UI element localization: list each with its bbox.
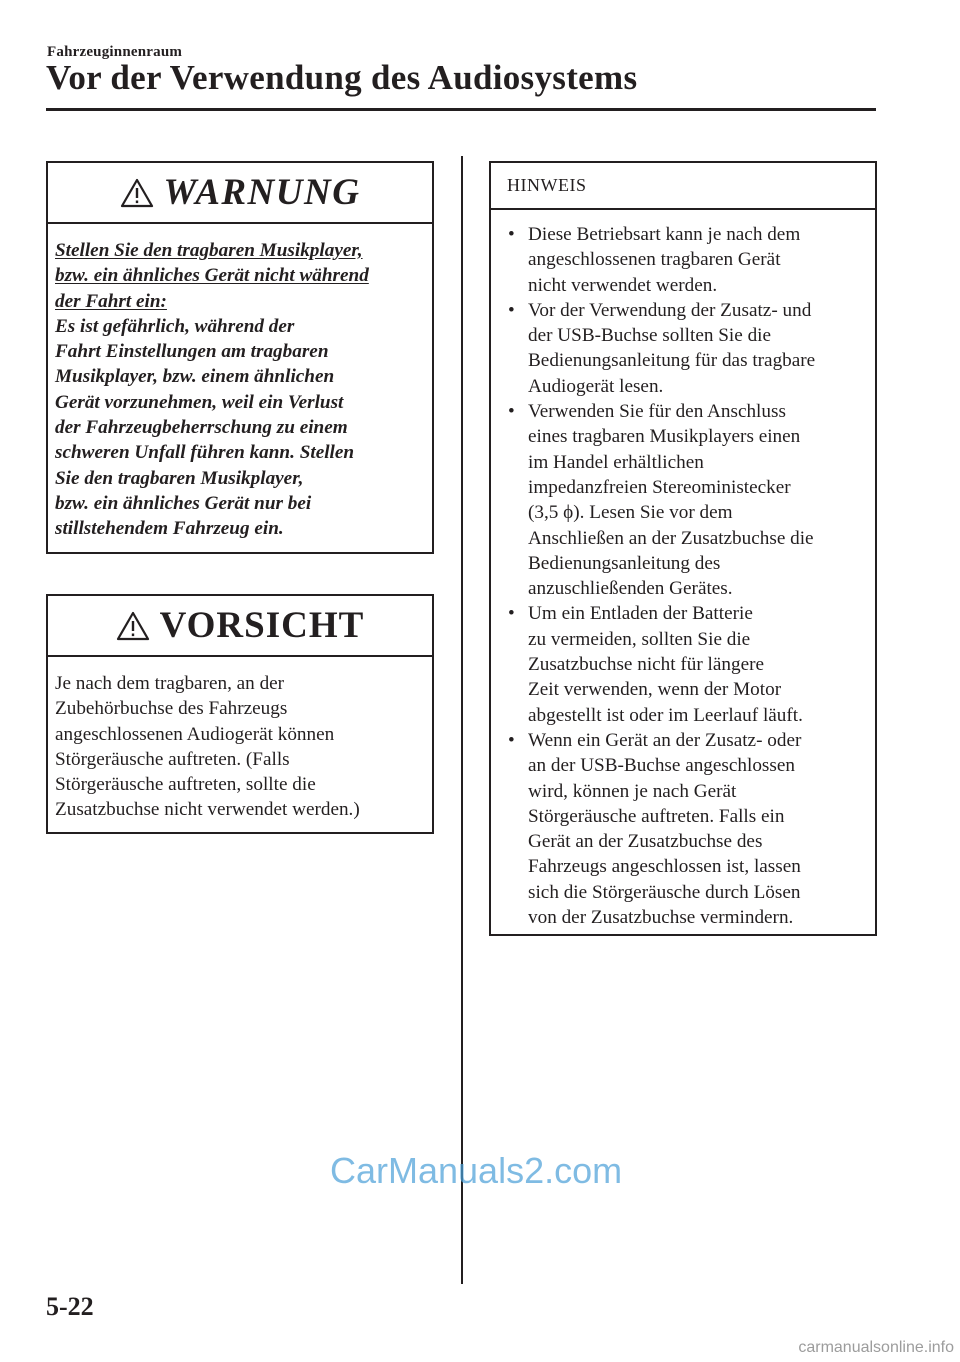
note-line: Anschließen an der Zusatzbuchse die <box>528 527 814 549</box>
warning-line: Fahrt Einstellungen am tragbaren <box>55 341 329 363</box>
note-bullet <box>491 399 875 601</box>
note-line: nicht verwendet werden. <box>528 274 718 296</box>
note-line: der USB-Buchse sollten Sie die <box>528 325 772 347</box>
caution-box <box>46 594 434 834</box>
note-line: Störgeräusche auftreten. Falls ein <box>528 805 785 827</box>
note-line: zu vermeiden, sollten Sie die <box>528 628 751 650</box>
note-line: Diese Betriebsart kann je nach dem <box>528 224 801 245</box>
note-bullet <box>491 298 875 399</box>
note-heading: HINWEIS <box>507 175 587 195</box>
warning-line: stillstehendem Fahrzeug ein. <box>55 518 284 540</box>
bullet-dot: • <box>508 224 515 245</box>
note-list <box>491 210 875 930</box>
warning-line: der Fahrt ein: <box>55 290 167 312</box>
warning-box <box>46 161 434 554</box>
bullet-dot: • <box>508 299 515 321</box>
caution-heading: VORSICHT <box>159 605 365 646</box>
warning-line: Musikplayer, bzw. einem ähnlichen <box>55 366 335 388</box>
note-line: eines tragbaren Musikplayers einen <box>528 426 801 448</box>
note-line: von der Zusatzbuchse vermindern. <box>528 907 794 929</box>
warning-line: bzw. ein ähnliches Gerät nur bei <box>55 492 312 514</box>
warning-triangle-icon <box>116 611 150 641</box>
page-title: Vor der Verwendung des Audiosystems <box>46 58 638 97</box>
note-line: sich die Störgeräusche durch Lösen <box>528 881 801 903</box>
note-line: Fahrzeugs angeschlossen ist, lassen <box>528 856 801 878</box>
note-line: Zeit verwenden, wenn der Motor <box>528 679 782 701</box>
warning-text <box>48 224 432 542</box>
warning-line: Sie den tragbaren Musikplayer, <box>55 467 304 489</box>
caution-line: Störgeräusche auftreten, sollte die <box>55 774 316 796</box>
note-line: abgestellt ist oder im Leerlauf läuft. <box>528 704 803 726</box>
note-line: angeschlossenen tragbaren Gerät <box>528 249 781 271</box>
warning-line: der Fahrzeugbeherrschung zu einem <box>55 417 348 439</box>
note-line: anzuschließenden Gerätes. <box>528 578 733 600</box>
note-header <box>491 163 875 210</box>
bullet-dot: • <box>508 401 515 423</box>
bullet-dot: • <box>508 603 515 625</box>
note-line: impedanzfreien Stereoministecker <box>528 476 791 498</box>
note-line: Zusatzbuchse nicht für längere <box>528 654 765 676</box>
note-line: Audiogerät lesen. <box>528 375 664 397</box>
warning-line: schweren Unfall führen kann. Stellen <box>55 442 355 464</box>
section-label: Fahrzeuginnenraum <box>47 44 183 60</box>
note-line: an der USB-Buchse angeschlossen <box>528 755 795 777</box>
note-line: Wenn ein Gerät an der Zusatz- oder <box>528 729 802 751</box>
note-line: Bedienungsanleitung für das tragbare <box>528 350 816 372</box>
note-box <box>489 161 877 936</box>
caution-line: Zubehörbuchse des Fahrzeugs <box>55 698 288 720</box>
note-bullet <box>491 601 875 727</box>
title-rule <box>46 108 876 111</box>
note-line: Um ein Entladen der Batterie <box>528 603 753 625</box>
note-line: im Handel erhältlichen <box>528 451 704 473</box>
note-line: Verwenden Sie für den Anschluss <box>528 401 786 423</box>
note-bullet <box>491 222 875 298</box>
warning-header <box>48 163 432 224</box>
note-bullet <box>491 728 875 930</box>
caution-header <box>48 596 432 657</box>
warning-heading: WARNUNG <box>163 172 361 213</box>
watermark: CarManuals2.com <box>330 1150 623 1191</box>
caution-line: angeschlossenen Audiogerät können <box>55 723 335 745</box>
caution-line: Störgeräusche auftreten. (Falls <box>55 748 290 770</box>
caution-line: Je nach dem tragbaren, an der <box>55 673 285 694</box>
column-divider <box>461 156 463 1284</box>
note-line: Vor der Verwendung der Zusatz- und <box>528 299 812 321</box>
bullet-dot: • <box>508 729 515 751</box>
warning-line: Gerät vorzunehmen, weil ein Verlust <box>55 391 344 413</box>
footer-site-label: carmanualsonline.info <box>798 1339 954 1356</box>
warning-triangle-icon <box>120 178 154 208</box>
note-line: Bedienungsanleitung des <box>528 552 721 574</box>
note-line: (3,5 ϕ). Lesen Sie vor dem <box>528 502 733 524</box>
warning-line: Stellen Sie den tragbaren Musikplayer, <box>55 240 363 261</box>
caution-text <box>48 657 432 823</box>
note-line: Gerät an der Zusatzbuchse des <box>528 831 763 853</box>
page-number: 5-22 <box>46 1292 94 1321</box>
caution-line: Zusatzbuchse nicht verwendet werden.) <box>55 799 360 821</box>
warning-line: Es ist gefährlich, während der <box>55 315 295 337</box>
note-line: wird, können je nach Gerät <box>528 780 737 802</box>
warning-line: bzw. ein ähnliches Gerät nicht während <box>55 265 369 287</box>
